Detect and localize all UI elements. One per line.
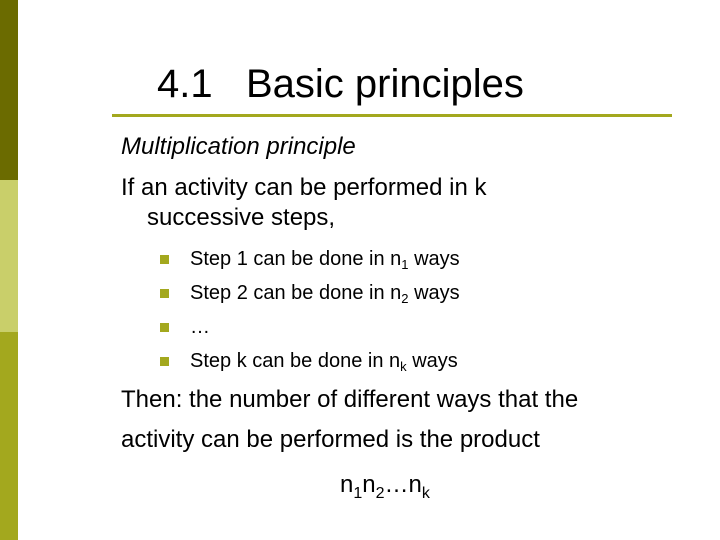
slide-title: 4.1 Basic principles [157,62,524,106]
title-underline [112,114,672,117]
bullet-square-icon [160,357,169,366]
subtitle: Multiplication principle [121,133,356,160]
bullet-text: Step 2 can be done in $n_2$ ways [190,282,460,306]
product-formula: $n_1n_2\dots n_k$ [340,471,430,502]
bullet-square-icon [160,255,169,264]
bullet-square-icon [160,323,169,332]
bullet-text: … [190,316,210,338]
conclusion-line-1: Then: the number of different ways that the [121,386,579,413]
side-bar-dark [0,0,18,180]
bullet-text: Step k can be done in $n_k$ ways [190,350,458,374]
side-bar-medium [0,332,18,540]
intro-line-2: successive steps, [147,204,336,231]
side-bar-light [0,180,18,332]
conclusion-line-2: activity can be performed is the product [121,426,540,453]
intro-line-1: If an activity can be performed in k [121,174,487,201]
bullet-square-icon [160,289,169,298]
bullet-text: Step 1 can be done in $n_1$ ways [190,248,460,272]
